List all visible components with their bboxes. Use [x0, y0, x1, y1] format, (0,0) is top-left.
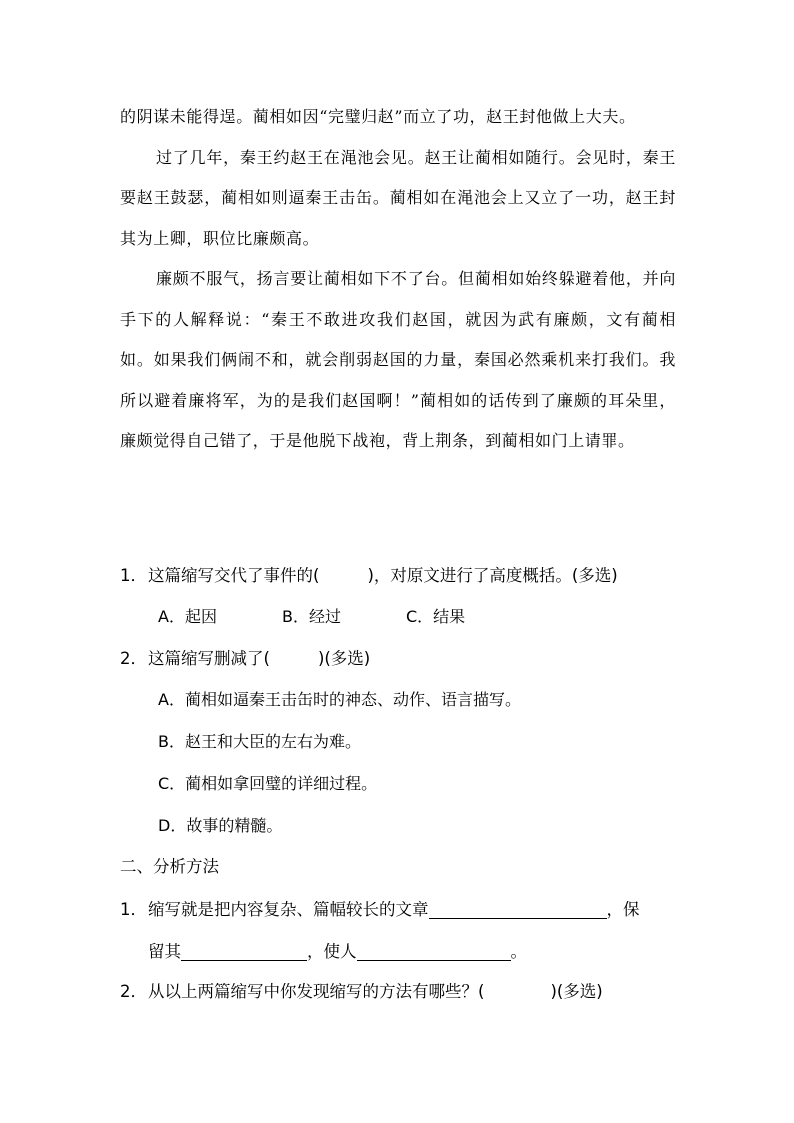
- question-number: 2．: [120, 649, 147, 668]
- section-heading: 二、分析方法: [120, 857, 219, 876]
- question-text: 。: [510, 942, 527, 961]
- question-text: ，使人: [307, 942, 357, 961]
- option-c: C．蔺相如拿回璧的详细过程。: [158, 774, 378, 793]
- option-a: A．起因: [158, 607, 217, 626]
- question-text-after: )，对原文进行了高度概括。(多选): [367, 566, 618, 585]
- question-text-before: 这篇缩写交代了事件的(: [148, 566, 320, 585]
- story-paragraph-2: 过了几年，秦王约赵王在渑池会见。赵王让蔺相如随行。会见时，秦王要赵王鼓瑟，蔺相如则逼秦王击缶。蔺相如在渑池会上又立了一功，赵王封其为上卿，职位比廉颇高。: [120, 147, 676, 248]
- question-1-options: [158, 605, 465, 629]
- question-2: [120, 647, 680, 671]
- option-b: B．赵王和大臣的左右为难。: [158, 732, 361, 751]
- question-text-after: ，保: [606, 900, 640, 919]
- question-number: 1．: [120, 566, 147, 585]
- question-text-before: 这篇缩写删减了(: [148, 649, 270, 668]
- question-1: [120, 564, 680, 588]
- fill-blank-2[interactable]: [181, 942, 307, 961]
- question-3: [120, 898, 680, 922]
- question-number: 2．: [120, 982, 147, 1001]
- question-4: [120, 980, 680, 1004]
- option-b: B．经过: [282, 607, 341, 626]
- fill-blank-1[interactable]: [429, 900, 607, 919]
- option-a: A．蔺相如逼秦王击缶时的神态、动作、语言描写。: [158, 690, 521, 709]
- question-text-after: )(多选): [317, 649, 371, 668]
- fill-blank-3[interactable]: [357, 942, 511, 961]
- option-c: C．结果: [406, 607, 466, 626]
- story-paragraph-3: 廉颇不服气，扬言要让蔺相如下不了台。但蔺相如始终躲避着他，并向手下的人解释说：“秦王不敢进攻我们赵国，就因为武有廉颇，文有蔺相如。如果我们俩闹不和，就会削弱赵国的力量，秦国必然乘机来打我们。我所以避着廉将军，为的是我们赵国啊！”蔺相如的话传到了廉颇的耳朵里，廉颇觉得自己错了，于是他脱下战袍，背上荆条，到蔺相如门上请罪。: [120, 269, 676, 450]
- question-text-before: 缩写就是把内容复杂、篇幅较长的文章: [148, 900, 429, 919]
- story-paragraph-1: 的阴谋未能得逞。蔺相如因“完璧归赵”而立了功，赵王封他做上大夫。: [120, 107, 636, 126]
- question-text-before: 从以上两篇缩写中你发现缩写的方法有哪些？(: [148, 982, 485, 1001]
- option-d: D．故事的精髓。: [158, 816, 283, 835]
- story-text: [120, 97, 676, 462]
- question-number: 1．: [120, 900, 147, 919]
- question-3-line-2: [148, 940, 708, 964]
- question-text: 留其: [148, 942, 181, 961]
- question-text-after: )(多选): [550, 982, 603, 1001]
